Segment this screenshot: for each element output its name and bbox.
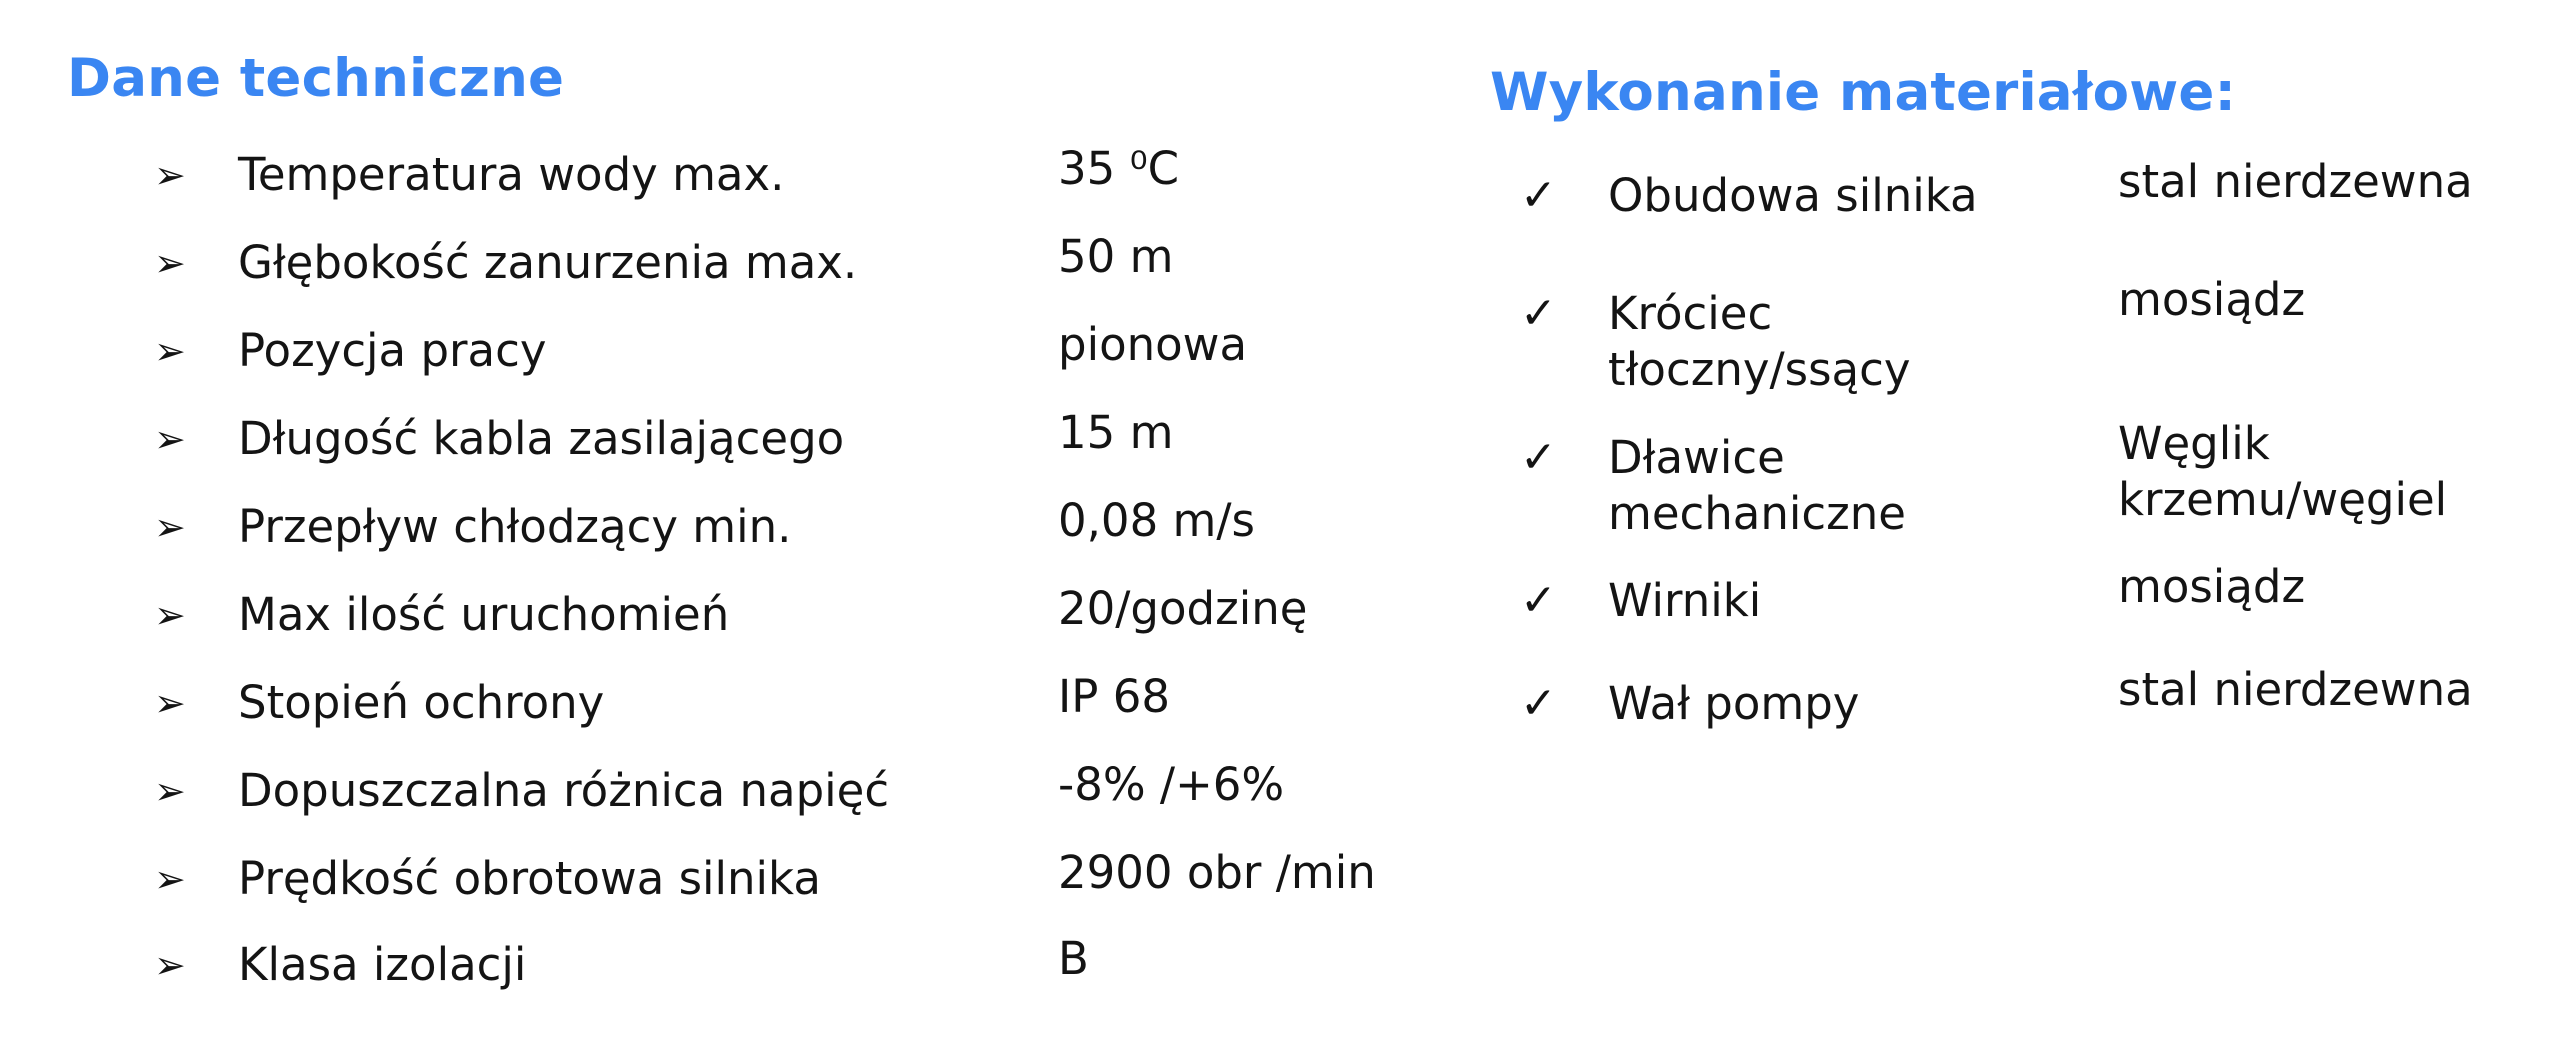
material-value: mosiądz <box>2118 273 2306 326</box>
spec-value: IP 68 <box>1058 670 1170 723</box>
material-value: stal nierdzewna <box>2118 663 2473 716</box>
spec-label: Max ilość uruchomień <box>238 588 730 641</box>
materials-heading: Wykonanie materiałowe: <box>1490 62 2236 123</box>
material-label: Króciec tłoczny/ssący <box>1608 287 1911 396</box>
spec-label: Temperatura wody max. <box>238 148 785 201</box>
material-value: Węglik krzemu/węgiel <box>2118 417 2448 526</box>
technical-data-heading: Dane techniczne <box>67 48 565 109</box>
spec-value: 2900 obr /min <box>1058 846 1376 899</box>
arrowhead-bullet-icon: ➢ <box>154 681 186 725</box>
arrowhead-bullet-icon: ➢ <box>154 943 186 987</box>
arrowhead-bullet-icon: ➢ <box>154 857 186 901</box>
spec-value: 0,08 m/s <box>1058 494 1255 547</box>
spec-label: Prędkość obrotowa silnika <box>238 852 821 905</box>
arrowhead-bullet-icon: ➢ <box>154 769 186 813</box>
checkmark-icon: ✓ <box>1520 678 1557 729</box>
spec-value: 50 m <box>1058 230 1174 283</box>
spec-label: Długość kabla zasilającego <box>238 412 845 465</box>
material-value: stal nierdzewna <box>2118 155 2473 208</box>
checkmark-icon: ✓ <box>1520 432 1557 483</box>
spec-value: 20/godzinę <box>1058 582 1308 635</box>
arrowhead-bullet-icon: ➢ <box>154 505 186 549</box>
spec-label: Pozycja pracy <box>238 324 547 377</box>
arrowhead-bullet-icon: ➢ <box>154 593 186 637</box>
arrowhead-bullet-icon: ➢ <box>154 241 186 285</box>
checkmark-icon: ✓ <box>1520 288 1557 339</box>
material-label: Wał pompy <box>1608 677 1860 730</box>
spec-value: B <box>1058 932 1089 985</box>
spec-label: Klasa izolacji <box>238 938 527 991</box>
spec-value: 35 ⁰C <box>1058 142 1180 195</box>
arrowhead-bullet-icon: ➢ <box>154 417 186 461</box>
spec-value: 15 m <box>1058 406 1174 459</box>
spec-value: -8% /+6% <box>1058 758 1285 811</box>
spec-label: Głębokość zanurzenia max. <box>238 236 858 289</box>
checkmark-icon: ✓ <box>1520 575 1557 626</box>
arrowhead-bullet-icon: ➢ <box>154 329 186 373</box>
spec-value: pionowa <box>1058 318 1248 371</box>
spec-label: Przepływ chłodzący min. <box>238 500 792 553</box>
checkmark-icon: ✓ <box>1520 170 1557 221</box>
material-value: mosiądz <box>2118 560 2306 613</box>
material-label: Wirniki <box>1608 574 1762 627</box>
arrowhead-bullet-icon: ➢ <box>154 153 186 197</box>
material-label: Obudowa silnika <box>1608 169 1978 222</box>
spec-label: Dopuszczalna różnica napięć <box>238 764 890 817</box>
material-label: Dławice mechaniczne <box>1608 431 1906 540</box>
spec-label: Stopień ochrony <box>238 676 605 729</box>
